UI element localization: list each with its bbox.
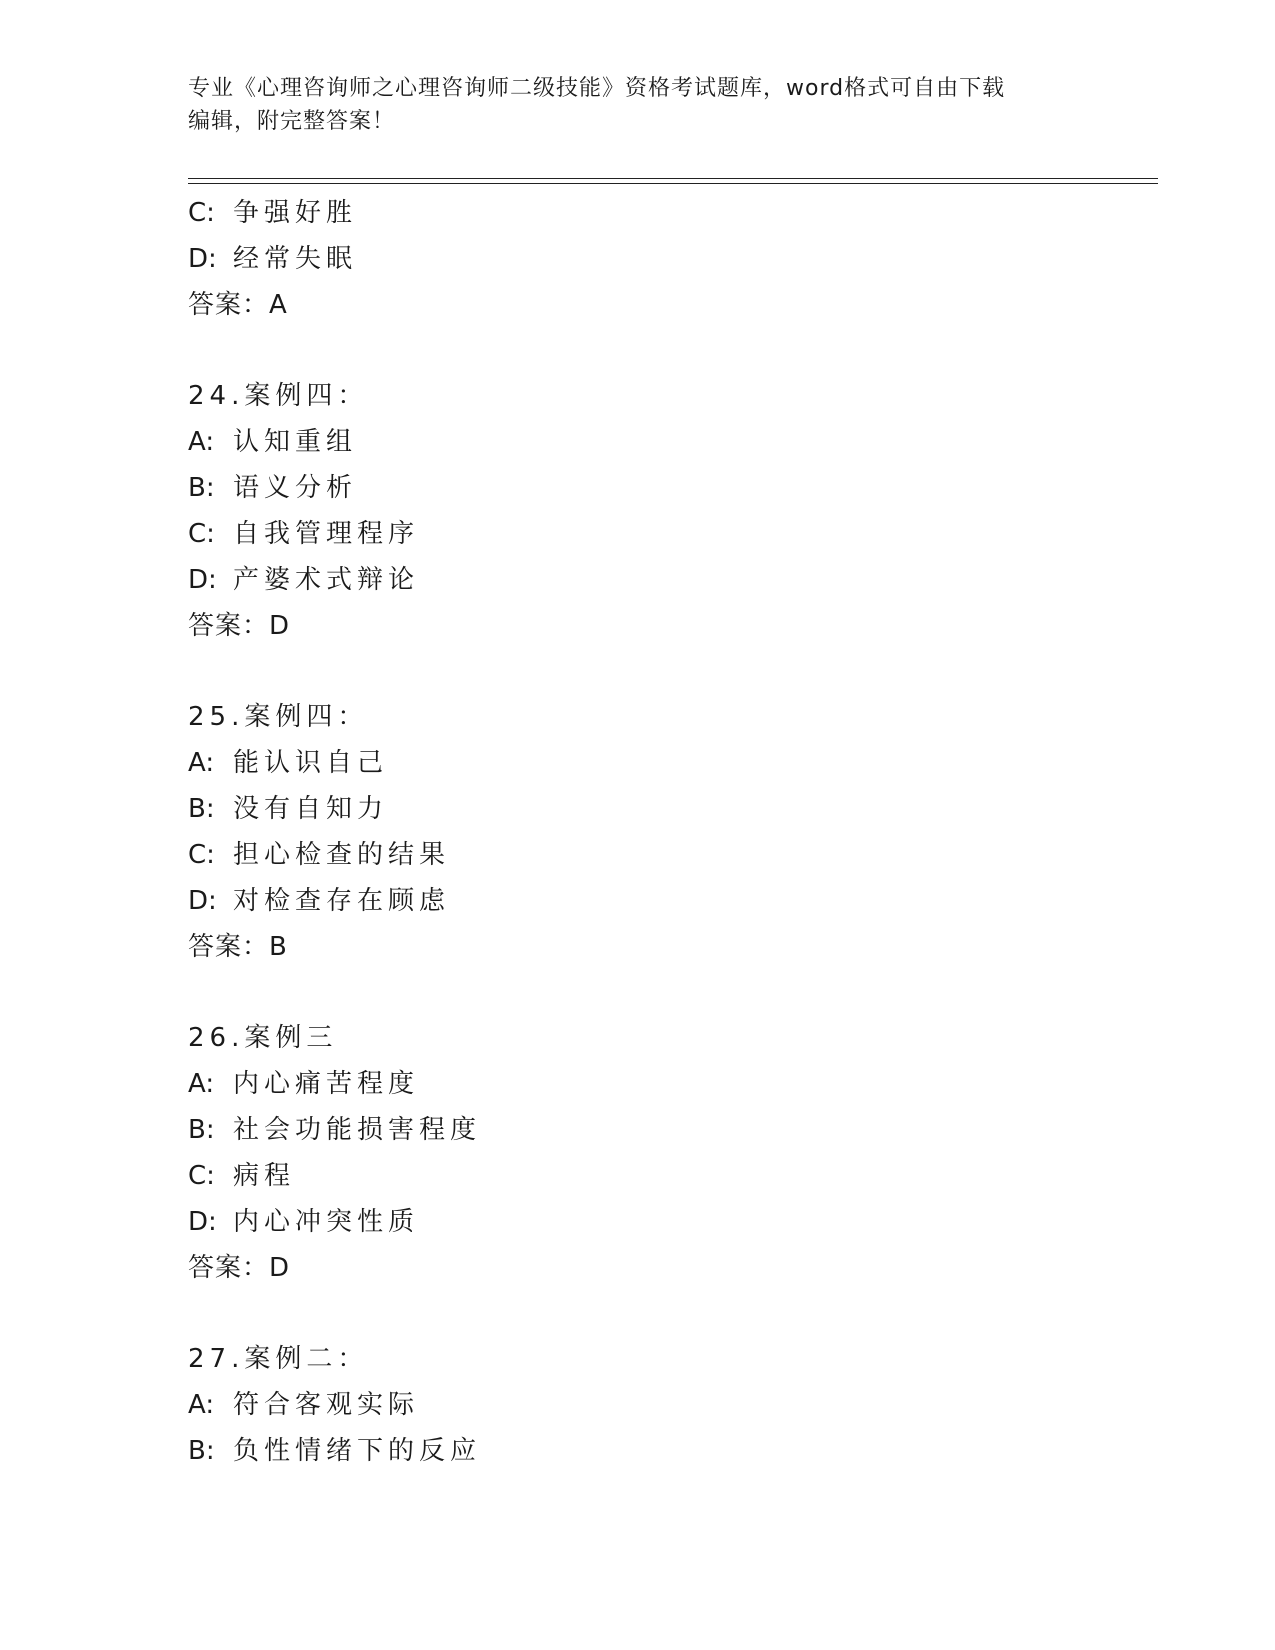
option-text: 负性情绪下的反应	[233, 1436, 482, 1466]
option-text: 经常失眠	[233, 244, 358, 274]
question-title: 26.案例三	[188, 1023, 338, 1053]
option-b	[188, 465, 1148, 511]
option-text: 认知重组	[233, 427, 358, 457]
answer: 答案：A	[188, 290, 288, 320]
question-26	[188, 1015, 1148, 1291]
option-text: 语义分析	[233, 473, 358, 503]
option-letter: D:	[188, 1207, 217, 1237]
option-text: 内心冲突性质	[233, 1207, 420, 1237]
option-text: 没有自知力	[233, 794, 389, 824]
option-text: 争强好胜	[233, 198, 358, 228]
option-letter: A:	[188, 1069, 215, 1099]
option-letter: B:	[188, 794, 215, 824]
option-text: 自我管理程序	[233, 519, 420, 549]
spacer	[188, 1291, 1148, 1336]
option-d	[188, 1199, 1148, 1245]
option-b	[188, 1428, 1148, 1474]
option-a	[188, 1061, 1148, 1107]
option-c	[188, 511, 1148, 557]
option-c	[188, 190, 1148, 236]
option-a	[188, 419, 1148, 465]
question-25	[188, 694, 1148, 970]
header-divider-bottom	[188, 183, 1158, 184]
option-b	[188, 1107, 1148, 1153]
option-b	[188, 786, 1148, 832]
option-letter: B:	[188, 473, 215, 503]
question-27	[188, 1336, 1148, 1474]
option-text: 对检查存在顾虑	[233, 886, 451, 916]
question-title: 24.案例四：	[188, 381, 369, 411]
document-header	[188, 72, 1088, 138]
option-d	[188, 236, 1148, 282]
option-letter: D:	[188, 565, 217, 595]
answer: 答案：D	[188, 611, 291, 641]
option-text: 担心检查的结果	[233, 840, 451, 870]
option-letter: A:	[188, 427, 215, 457]
question-23-tail	[188, 190, 1148, 328]
option-text: 社会功能损害程度	[233, 1115, 482, 1145]
option-text: 内心痛苦程度	[233, 1069, 420, 1099]
header-line-1: 专业《心理咨询师之心理咨询师二级技能》资格考试题库，word格式可自由下载	[188, 76, 1006, 101]
option-text: 符合客观实际	[233, 1390, 420, 1420]
option-text: 产婆术式辩论	[233, 565, 420, 595]
option-letter: C:	[188, 1161, 215, 1191]
header-line-2: 编辑，附完整答案！	[188, 109, 396, 134]
option-letter: C:	[188, 519, 215, 549]
option-letter: D:	[188, 886, 217, 916]
option-letter: B:	[188, 1115, 215, 1145]
option-letter: D:	[188, 244, 217, 274]
option-c	[188, 1153, 1148, 1199]
option-letter: B:	[188, 1436, 215, 1466]
answer: 答案：B	[188, 932, 288, 962]
option-letter: C:	[188, 840, 215, 870]
question-title: 27.案例二：	[188, 1344, 369, 1374]
question-title: 25.案例四：	[188, 702, 369, 732]
spacer	[188, 970, 1148, 1015]
option-letter: A:	[188, 1390, 215, 1420]
option-a	[188, 740, 1148, 786]
option-text: 能认识自己	[233, 748, 389, 778]
question-24	[188, 373, 1148, 649]
option-letter: A:	[188, 748, 215, 778]
question-content	[188, 190, 1148, 1474]
option-c	[188, 832, 1148, 878]
spacer	[188, 649, 1148, 694]
option-d	[188, 557, 1148, 603]
answer: 答案：D	[188, 1253, 291, 1283]
spacer	[188, 328, 1148, 373]
option-letter: C:	[188, 198, 215, 228]
header-divider-top	[188, 178, 1158, 179]
option-d	[188, 878, 1148, 924]
option-text: 病程	[233, 1161, 296, 1191]
option-a	[188, 1382, 1148, 1428]
